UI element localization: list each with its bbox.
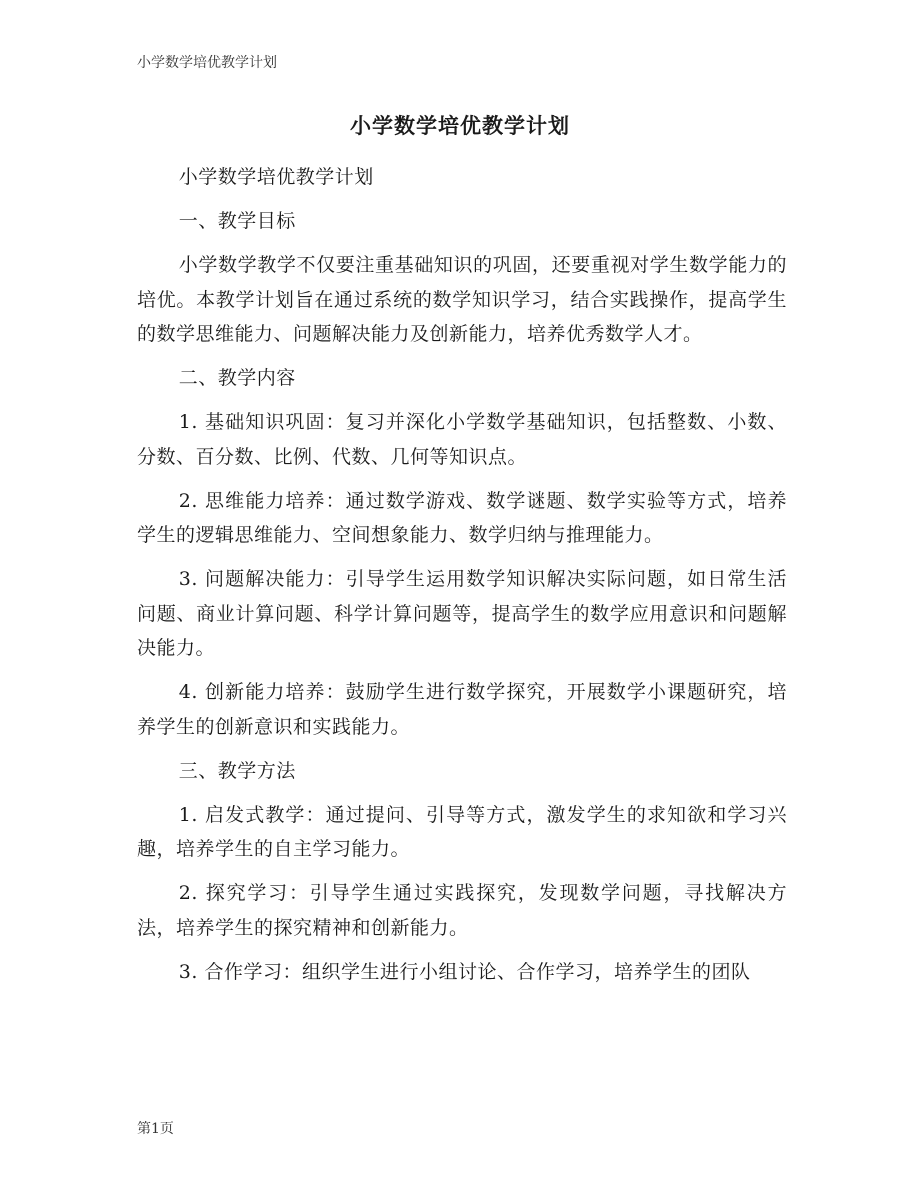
paragraph: 小学数学培优教学计划 xyxy=(178,166,374,188)
list-item: 3. 问题解决能力：引导学生运用数学知识解决实际问题，如日常生活问题、商业计算问题、科学计算问题等，提高学生的数学应用意识和问题解决能力。 xyxy=(137,568,787,659)
section-heading: 二、教学内容 xyxy=(178,367,296,389)
section-heading: 一、教学目标 xyxy=(178,210,296,232)
list-item: 2. 探究学习：引导学生通过实践探究，发现数学问题，寻找解决方法，培养学生的探究精神和创新能力。 xyxy=(137,882,787,939)
section-heading: 三、教学方法 xyxy=(178,759,296,782)
list-item: 1. 启发式教学：通过提问、引导等方式，激发学生的求知欲和学习兴趣，培养学生的自主学习能力。 xyxy=(137,803,787,860)
list-item: 2. 思维能力培养：通过数学游戏、数学谜题、数学实验等方式，培养学生的逻辑思维能力、空间想象能力、数学归纳与推理能力。 xyxy=(137,489,787,546)
list-item: 4. 创新能力培养：鼓励学生进行数学探究，开展数学小课题研究，培养学生的创新意识和实践能力。 xyxy=(137,681,787,738)
document-title: 小学数学培优教学计划 xyxy=(350,114,570,138)
paragraph: 小学数学教学不仅要注重基础知识的巩固，还要重视对学生数学能力的培优。本教学计划旨在通过系统的数学知识学习，结合实践操作，提高学生的数学思维能力、问题解决能力及创新能力，培养优秀数学人才。 xyxy=(137,254,787,345)
document-body xyxy=(137,160,787,999)
page-number: 第1页 xyxy=(137,1121,174,1137)
running-header: 小学数学培优教学计划 xyxy=(137,55,277,71)
list-item: 1. 基础知识巩固：复习并深化小学数学基础知识，包括整数、小数、分数、百分数、比例、代数、几何等知识点。 xyxy=(137,411,787,468)
list-item: 3. 合作学习：组织学生进行小组讨论、合作学习，培养学生的团队 xyxy=(178,960,751,983)
